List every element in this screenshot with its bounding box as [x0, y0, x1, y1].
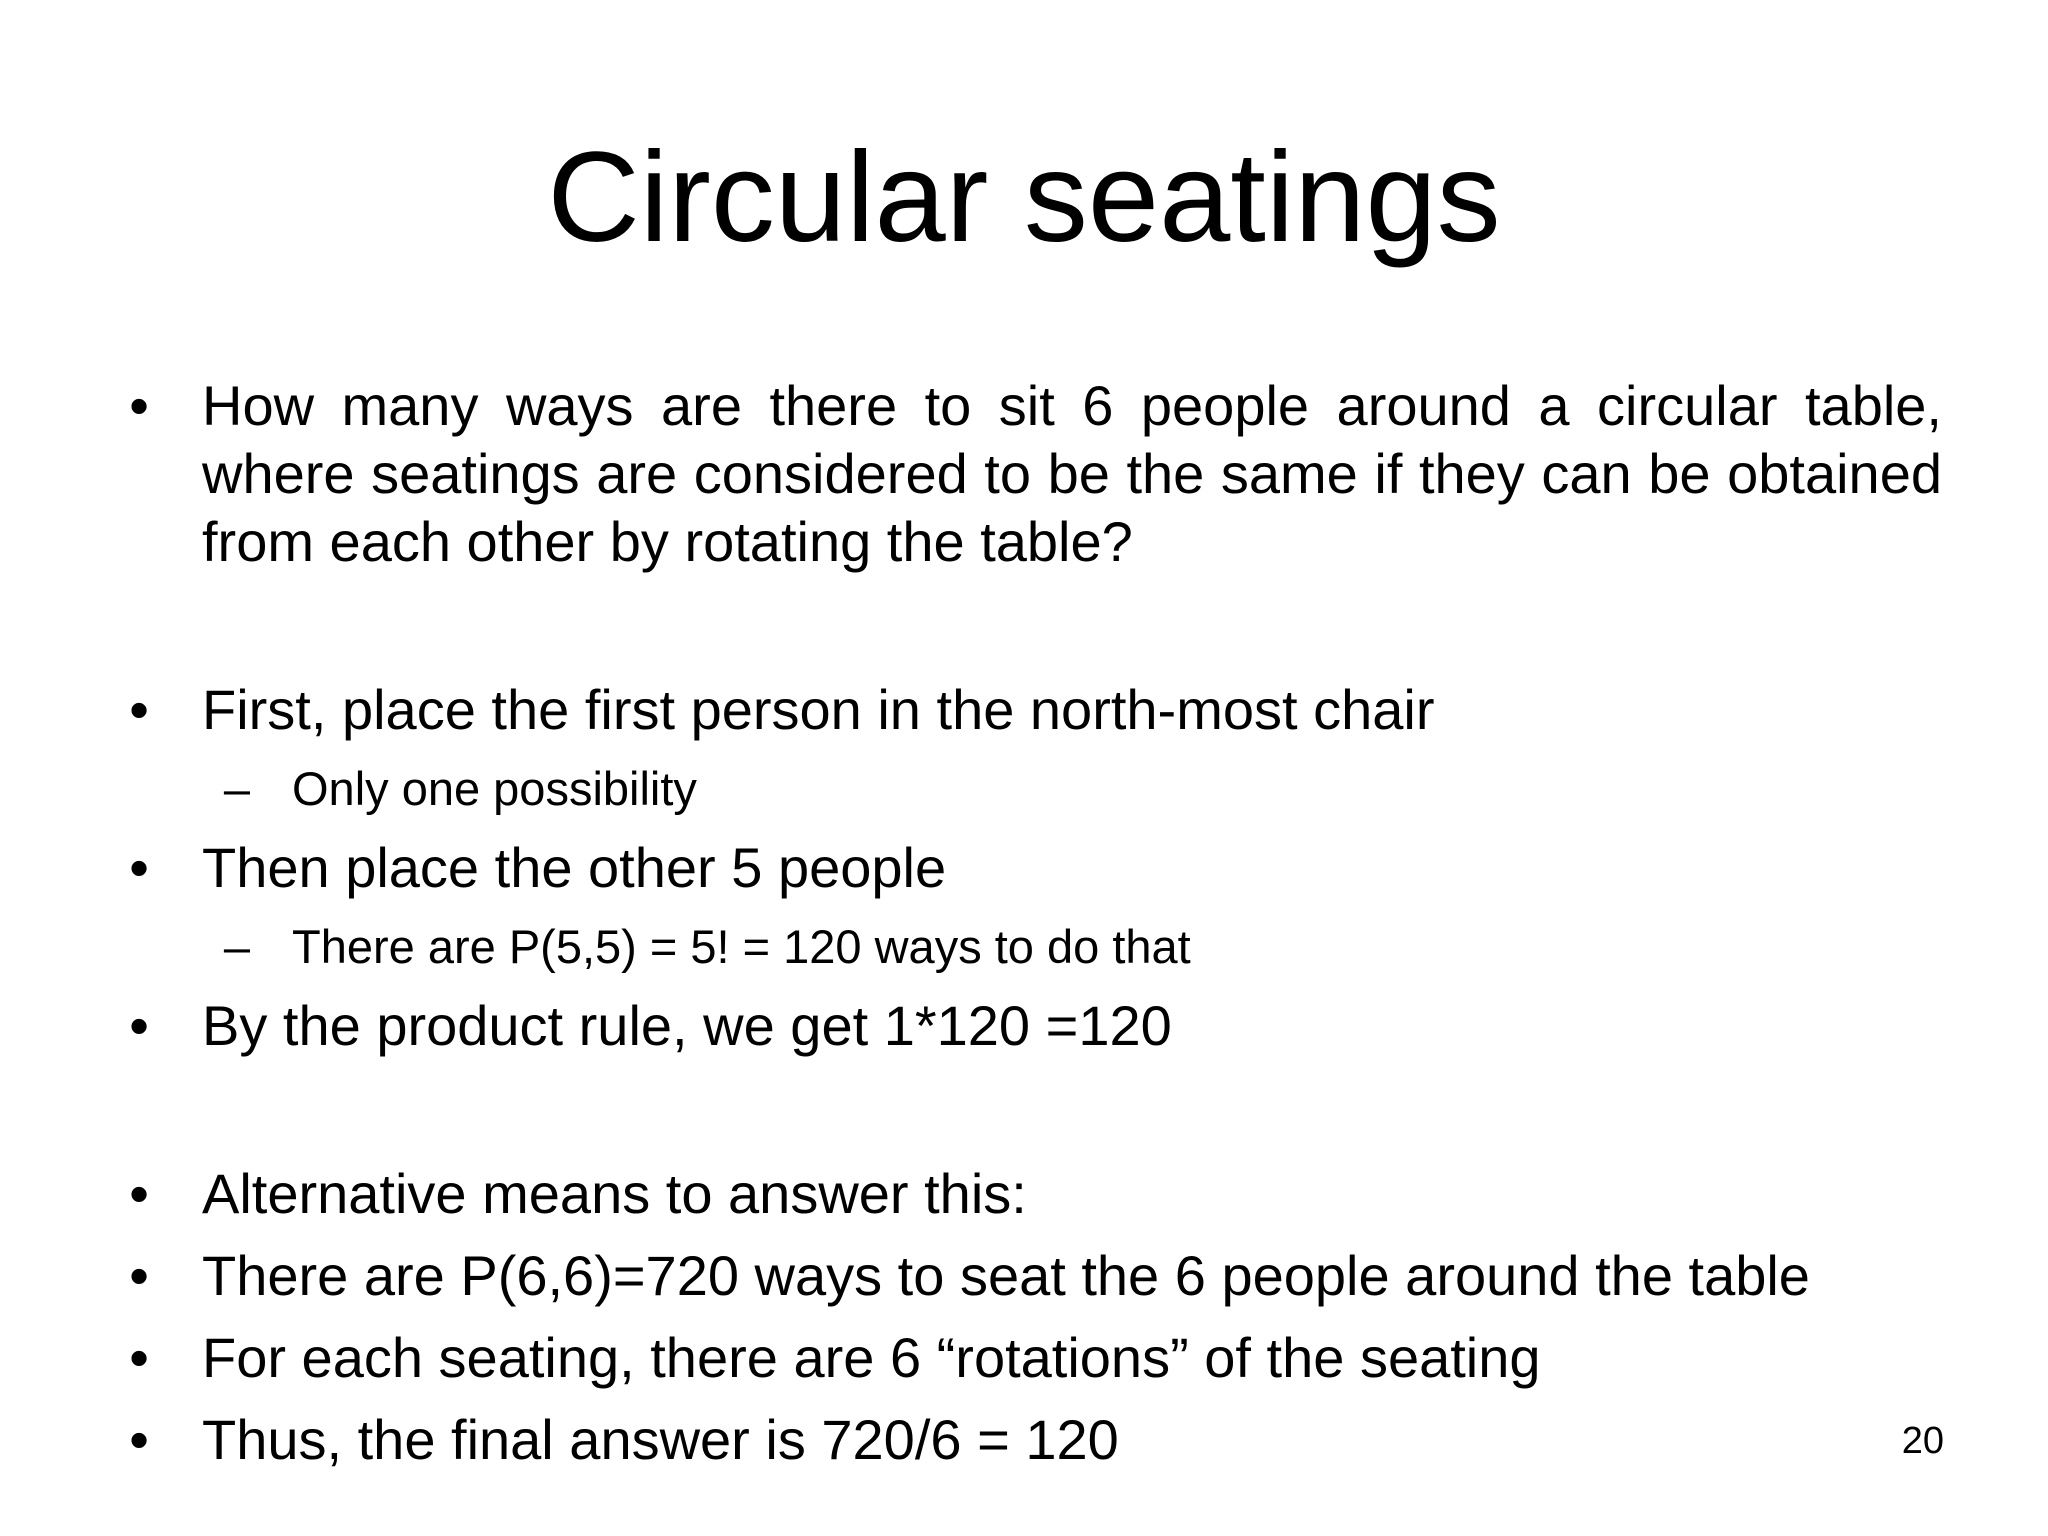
- sub-bullet-text: There are P(5,5) = 5! = 120 ways to do that: [292, 920, 1191, 973]
- bullet-marker: •: [129, 1408, 149, 1471]
- bullet-text: There are P(6,6)=720 ways to seat the 6 people around the table: [202, 1244, 1810, 1307]
- bullet-text: Then place the other 5 people: [202, 836, 947, 899]
- page-number: 20: [1901, 1420, 1944, 1462]
- bullet-marker: •: [129, 1162, 149, 1225]
- bullet-text: For each seating, there are 6 “rotations” of the seating: [202, 1326, 1541, 1389]
- bullet-marker: •: [129, 994, 149, 1057]
- bullet-text: Alternative means to answer this:: [202, 1162, 1027, 1225]
- bullet-marker: •: [129, 678, 149, 741]
- bullet-text: By the product rule, we get 1*120 =120: [202, 994, 1172, 1057]
- sub-bullet-marker: –: [223, 920, 251, 973]
- bullet-marker: •: [129, 374, 149, 437]
- bullet-marker: •: [129, 1244, 149, 1307]
- sub-bullet-text: Only one possibility: [292, 762, 697, 815]
- bullet-text: How many ways are there to sit 6 people around a circular table, where seatings are considered to be the same if they can be obtained from each other by rotating the table?: [202, 374, 1942, 573]
- bullet-marker: •: [129, 836, 149, 899]
- sub-bullet-marker: –: [223, 762, 251, 815]
- slide-title: Circular seatings: [547, 126, 1501, 269]
- bullet-text: First, place the first person in the north-most chair: [202, 678, 1435, 741]
- bullet-text: Thus, the final answer is 720/6 = 120: [202, 1408, 1119, 1471]
- bullet-marker: •: [129, 1326, 149, 1389]
